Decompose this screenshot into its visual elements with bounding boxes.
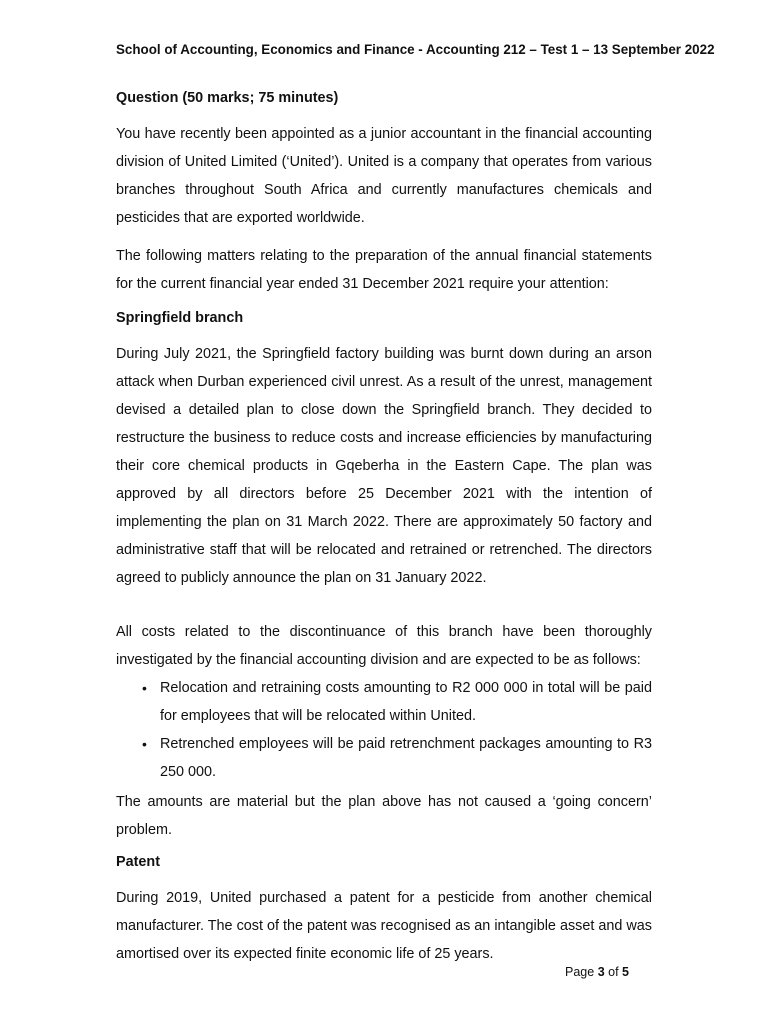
total-pages: 5 xyxy=(622,965,629,979)
matters-paragraph: The following matters relating to the preparation of the annual financial statements for the current financial year ended 31 December 2021 require your attention: xyxy=(116,248,652,292)
bullet-icon: • xyxy=(142,680,147,696)
springfield-paragraph-1: During July 2021, the Springfield factory building was burnt down during an arson attack when Durban experienced civil unrest. As a result of the unrest, management devised a detailed plan to close down the Springfield branch. They decided to restructure the business to reduce costs and increase efficiencies by manufacturing their core chemical products in Gqeberha in the Eastern Cape. The plan was approved by all directors before 25 December 2021 with the intention of implementing the plan on 31 March 2022. There are approximately 50 factory and administrative staff that will be relocated and retrained or retrenched. The directors agreed to publicly announce the plan on 31 January 2022. xyxy=(116,346,652,586)
springfield-paragraph-2: All costs related to the discontinuance of this branch have been thoroughly investigated by the financial accounting division and are expected to be as follows: xyxy=(116,624,652,668)
bullet-icon: • xyxy=(142,736,147,752)
page-word: Page xyxy=(565,965,595,979)
page-footer xyxy=(565,965,629,979)
bullet-text: Relocation and retraining costs amounting to R2 000 000 in total will be paid for employees that will be relocated within United. xyxy=(160,680,652,724)
page-number: 3 xyxy=(597,965,605,979)
springfield-heading: Springfield branch xyxy=(116,310,244,326)
question-heading: Question (50 marks; 75 minutes) xyxy=(116,90,339,106)
patent-heading: Patent xyxy=(116,854,160,870)
document-body xyxy=(116,88,652,968)
bullet-item-relocation xyxy=(116,674,652,730)
page-header: School of Accounting, Economics and Finance - Accounting 212 – Test 1 – 13 September 2022 xyxy=(116,42,715,57)
springfield-paragraph-3: The amounts are material but the plan above has not caused a ‘going concern’ problem. xyxy=(116,794,652,838)
of-word: of xyxy=(608,965,619,979)
bullet-text: Retrenched employees will be paid retrenchment packages amounting to R3 250 000. xyxy=(160,736,652,780)
patent-paragraph-1: During 2019, United purchased a patent for a pesticide from another chemical manufacturer. The cost of the patent was recognised as an intangible asset and was amortised over its expected finite economic life of 25 years. xyxy=(116,890,652,962)
bullet-item-retrenchment xyxy=(116,730,652,786)
cost-bullet-list xyxy=(116,674,652,786)
intro-paragraph: You have recently been appointed as a junior accountant in the financial accounting division of United Limited (‘United’). United is a company that operates from various branches throughout South Africa and currently manufactures chemicals and pesticides that are exported worldwide. xyxy=(116,126,652,226)
